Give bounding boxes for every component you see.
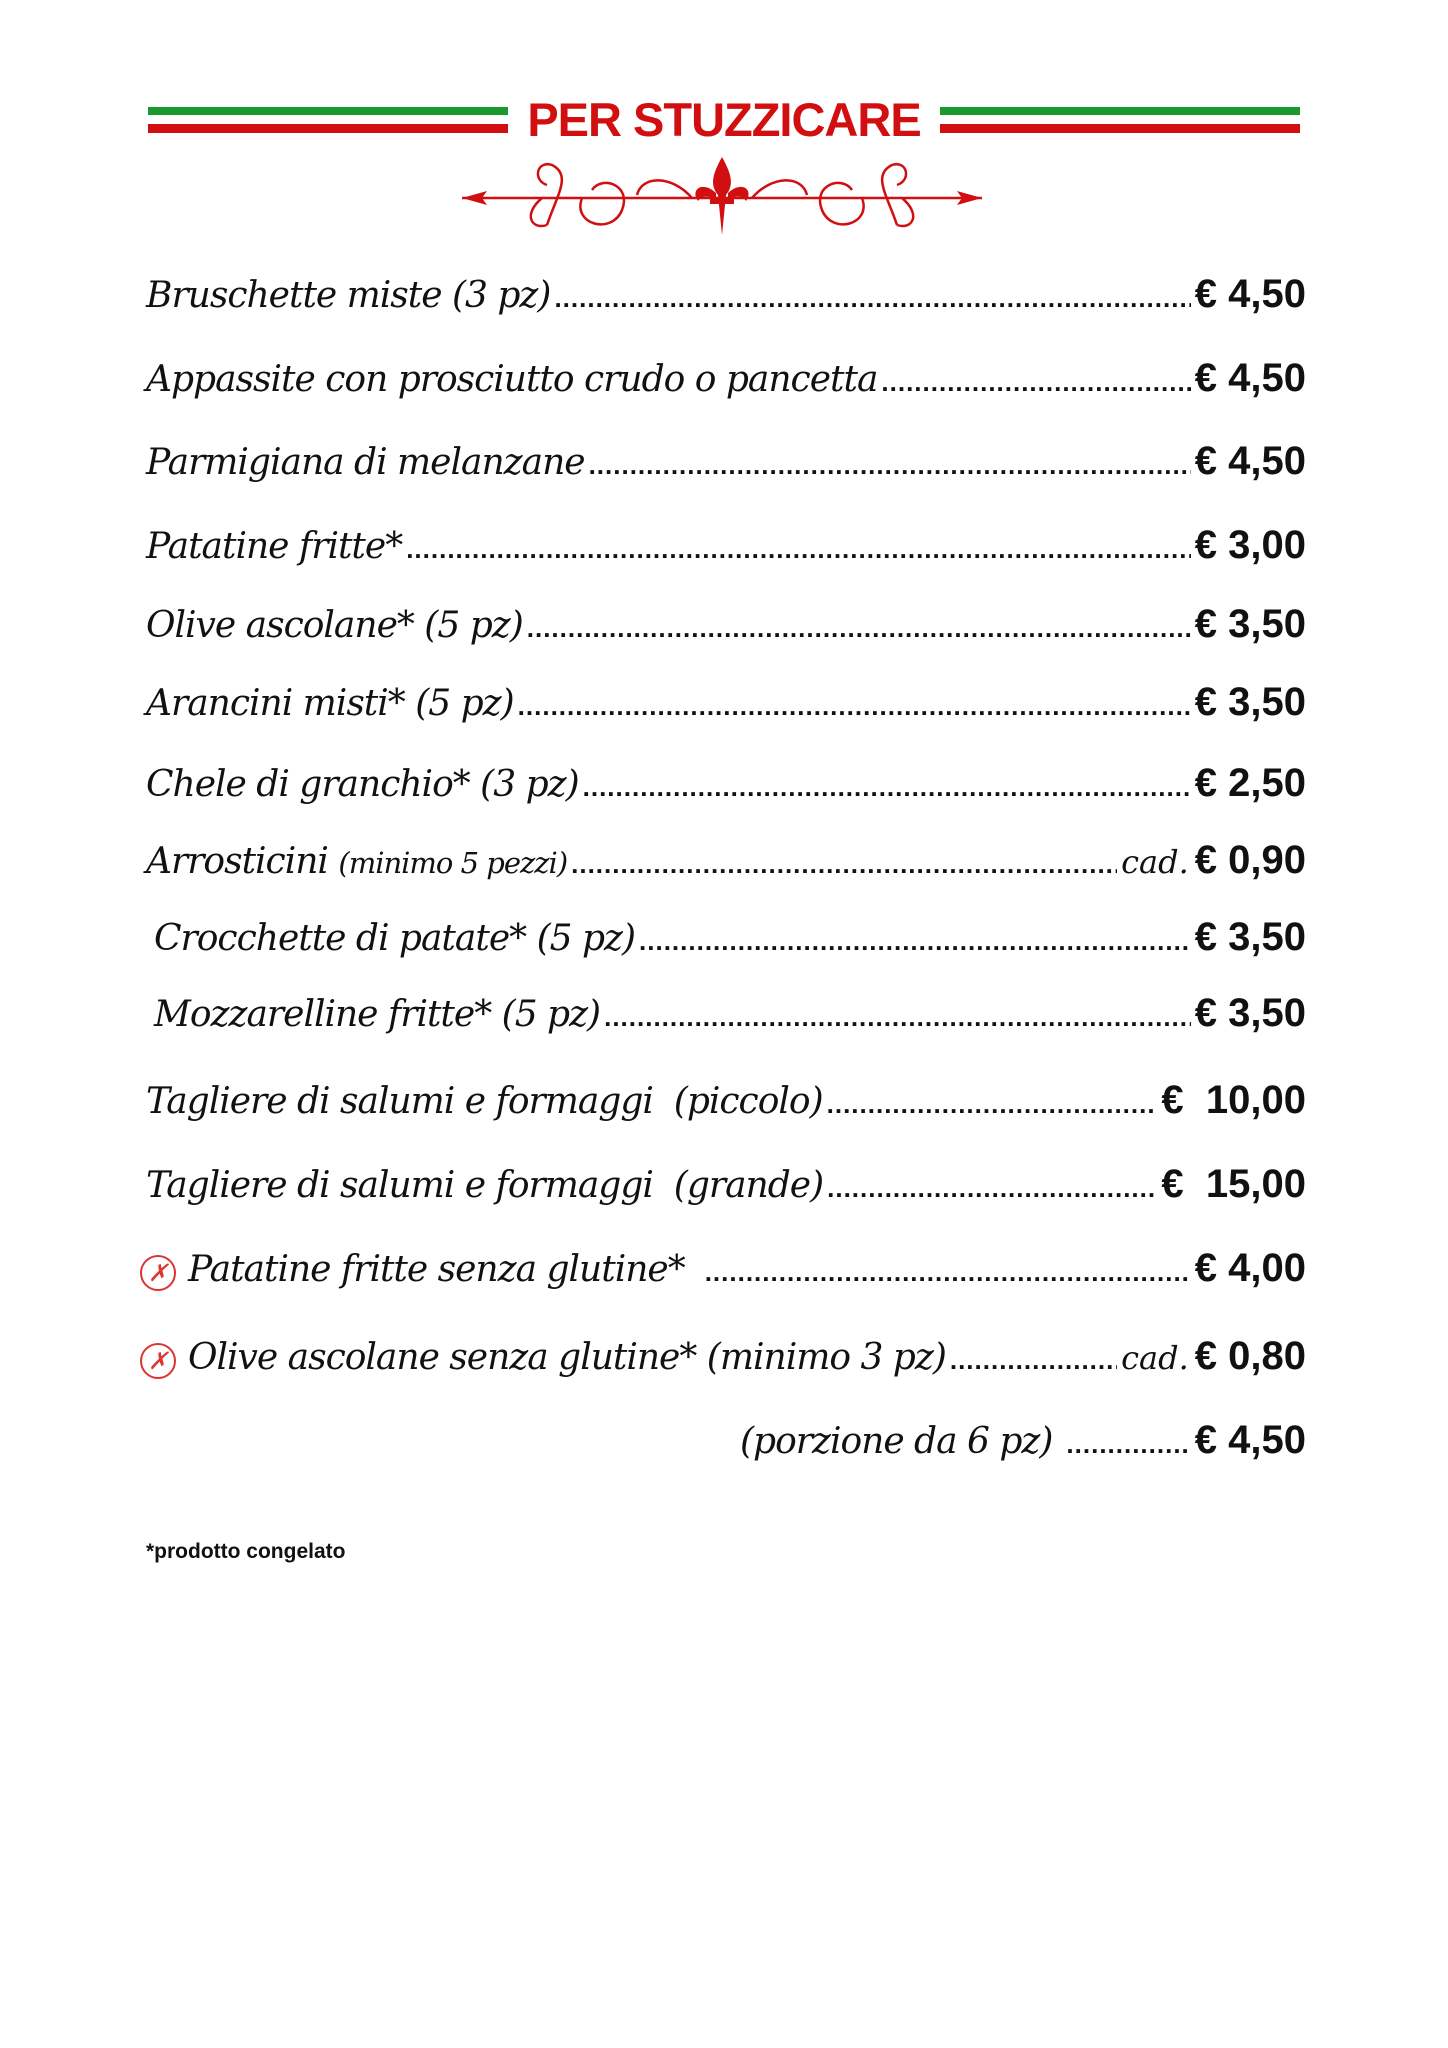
- menu-item-gluten-free: [140, 1246, 1306, 1296]
- item-name: Parmigiana di melanzane: [146, 442, 585, 483]
- item-name: Tagliere di salumi e formaggi (grande): [146, 1165, 824, 1206]
- item-name: Arancini misti* (5 pz): [146, 683, 514, 724]
- menu-item: [146, 272, 1306, 322]
- dot-leader: [1066, 1429, 1190, 1460]
- item-price: € 4,50: [1194, 1418, 1306, 1462]
- fleur-de-lis-ornament-icon: [462, 155, 982, 240]
- dot-leader: [827, 1173, 1157, 1204]
- item-name: Bruschette miste (3 pz): [146, 275, 551, 316]
- item-price: € 4,50: [1194, 439, 1306, 483]
- dot-leader: [639, 926, 1191, 957]
- item-price: € 3,00: [1194, 523, 1306, 567]
- item-name: Patatine fritte senza glutine*: [188, 1249, 685, 1290]
- item-name: Patatine fritte*: [146, 526, 403, 567]
- menu-item-portion: [740, 1418, 1306, 1468]
- item-name: [146, 841, 567, 882]
- item-price: € 3,50: [1194, 991, 1306, 1035]
- dot-leader: [589, 450, 1191, 481]
- item-price: € 2,50: [1194, 761, 1306, 805]
- item-name: Olive ascolane* (5 pz): [146, 605, 523, 646]
- item-price: € 3,50: [1194, 680, 1306, 724]
- menu-item: [146, 1078, 1306, 1128]
- item-note: (minimo 5 pezzi): [338, 846, 568, 880]
- menu-item: [146, 838, 1306, 888]
- item-name: Appassite con prosciutto crudo o pancetta: [146, 359, 878, 400]
- item-price: € 4,50: [1194, 356, 1306, 400]
- menu-item-gluten-free: [140, 1334, 1306, 1384]
- dot-leader: [527, 613, 1191, 644]
- menu-item: [154, 915, 1306, 965]
- item-price: € 4,00: [1194, 1246, 1306, 1290]
- menu-item: [146, 356, 1306, 406]
- item-price: € 0,80: [1194, 1334, 1306, 1378]
- item-price: € 3,50: [1194, 602, 1306, 646]
- gluten-free-icon: ✗: [140, 1343, 176, 1379]
- item-name: (porzione da 6 pz): [740, 1421, 1053, 1462]
- item-name: Tagliere di salumi e formaggi (piccolo): [146, 1081, 823, 1122]
- item-name-text: Arrosticini: [146, 841, 328, 882]
- gluten-free-icon: ✗: [140, 1255, 176, 1291]
- item-price: € 4,50: [1194, 272, 1306, 316]
- menu-item: [146, 680, 1306, 730]
- dot-leader: [554, 283, 1190, 314]
- menu-item: [154, 991, 1306, 1041]
- item-name: Chele di granchio* (3 pz): [146, 764, 579, 805]
- dot-leader: [950, 1345, 1117, 1376]
- item-name: Crocchette di patate* (5 pz): [154, 918, 636, 959]
- item-price: € 0,90: [1194, 838, 1306, 882]
- dot-leader: [571, 849, 1117, 880]
- dot-leader: [518, 691, 1191, 722]
- dot-leader: [827, 1089, 1158, 1120]
- section-title: PER STUZZICARE: [527, 93, 921, 146]
- item-name: Mozzarelline fritte* (5 pz): [154, 994, 601, 1035]
- unit-label: cad.: [1121, 1339, 1189, 1377]
- dot-leader: [881, 367, 1190, 398]
- dot-leader: [583, 772, 1191, 803]
- item-price: € 3,50: [1194, 915, 1306, 959]
- dot-leader: [604, 1002, 1191, 1033]
- item-price: € 15,00: [1161, 1162, 1306, 1206]
- item-price: € 10,00: [1161, 1078, 1306, 1122]
- item-name: Olive ascolane senza glutine* (minimo 3 pz): [188, 1337, 946, 1378]
- menu-item: [146, 602, 1306, 652]
- dot-leader: [406, 534, 1191, 565]
- menu-item: [146, 761, 1306, 811]
- menu-item: [146, 439, 1306, 489]
- menu-item: [146, 523, 1306, 573]
- section-header: [148, 95, 1300, 145]
- unit-label: cad.: [1121, 843, 1189, 881]
- footnote: *prodotto congelato: [146, 1540, 346, 1563]
- dot-leader: [705, 1257, 1191, 1288]
- menu-item: [146, 1162, 1306, 1212]
